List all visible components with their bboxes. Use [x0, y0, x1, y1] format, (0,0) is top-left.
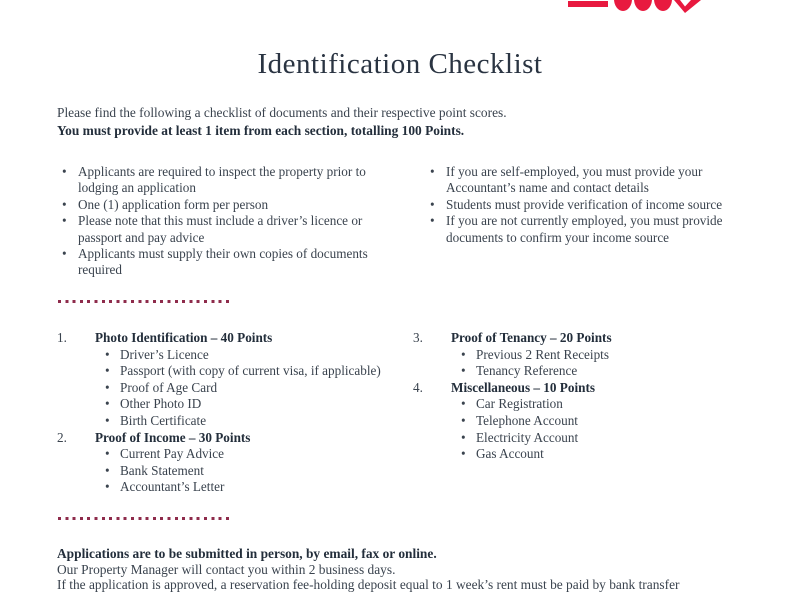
section-heading: [57, 330, 413, 347]
section-item: • Birth Certificate: [100, 413, 413, 430]
section-items: [456, 396, 769, 462]
notes-left-column: [57, 164, 393, 279]
note-item: • Applicants must supply their own copies of documents required: [57, 246, 393, 279]
section-item: • Previous 2 Rent Receipts: [456, 347, 769, 364]
note-item: • If you are self-employed, you must provide your Accountant’s name and contact details: [425, 164, 755, 197]
brand-logo-icon: [568, 0, 702, 13]
section-item: • Current Pay Advice: [100, 446, 413, 463]
section-title: Proof of Income – 30 Points: [95, 429, 251, 445]
note-item: • If you are not currently employed, you must provide documents to confirm your income source: [425, 213, 755, 246]
footer-line-2: Our Property Manager will contact you within 2 business days.: [57, 561, 396, 577]
note-item: • One (1) application form per person: [57, 197, 393, 213]
section-items: [100, 347, 413, 430]
intro-paragraph: [57, 104, 507, 140]
points-sections: [57, 330, 769, 496]
section-heading: [413, 380, 769, 397]
section-item: • Gas Account: [456, 446, 769, 463]
sections-right-column: [413, 330, 769, 496]
section-heading: [57, 430, 413, 447]
dotted-separator: [58, 517, 232, 520]
section-item: • Accountant’s Letter: [100, 479, 413, 496]
intro-line-1: Please find the following a checklist of documents and their respective point scores.: [57, 105, 507, 120]
section-item: • Electricity Account: [456, 430, 769, 447]
submission-info: [57, 546, 760, 593]
note-item: • Applicants are required to inspect the property prior to lodging an application: [57, 164, 393, 197]
dotted-separator: [58, 300, 232, 303]
notes-right-column: [425, 164, 755, 279]
section-item: • Driver’s Licence: [100, 347, 413, 364]
section-number: 3.: [413, 330, 423, 345]
section-number: 4.: [413, 379, 423, 395]
general-notes: [57, 164, 755, 279]
footer-line-1: Applications are to be submitted in person, by email, fax or online.: [57, 546, 437, 561]
section-item: • Bank Statement: [100, 463, 413, 480]
section-items: [100, 446, 413, 496]
section-title: Photo Identification – 40 Points: [95, 330, 273, 345]
footer-line-3: If the application is approved, a reservation fee-holding deposit equal to 1 week’s rent must be paid by bank transfer: [57, 577, 680, 593]
section-number: 1.: [57, 330, 67, 345]
note-item: • Please note that this must include a driver’s licence or passport and pay advice: [57, 213, 393, 246]
note-item: • Students must provide verification of income source: [425, 197, 755, 213]
intro-line-2: You must provide at least 1 item from each section, totalling 100 Points.: [57, 123, 465, 138]
section-item: • Other Photo ID: [100, 396, 413, 413]
section-items: [456, 347, 769, 380]
section-title: Proof of Tenancy – 20 Points: [451, 330, 612, 345]
section-item: • Tenancy Reference: [456, 363, 769, 380]
page-title: Identification Checklist: [257, 48, 543, 80]
section-number: 2.: [57, 429, 67, 445]
section-item: • Car Registration: [456, 396, 769, 413]
section-item: • Telephone Account: [456, 413, 769, 430]
brand-logo-partial-glyphs: [568, 0, 702, 13]
sections-left-column: [57, 330, 413, 496]
section-item: • Proof of Age Card: [100, 380, 413, 397]
section-heading: [413, 330, 769, 347]
section-item: • Passport (with copy of current visa, if applicable): [100, 363, 413, 380]
section-title: Miscellaneous – 10 Points: [451, 379, 595, 395]
